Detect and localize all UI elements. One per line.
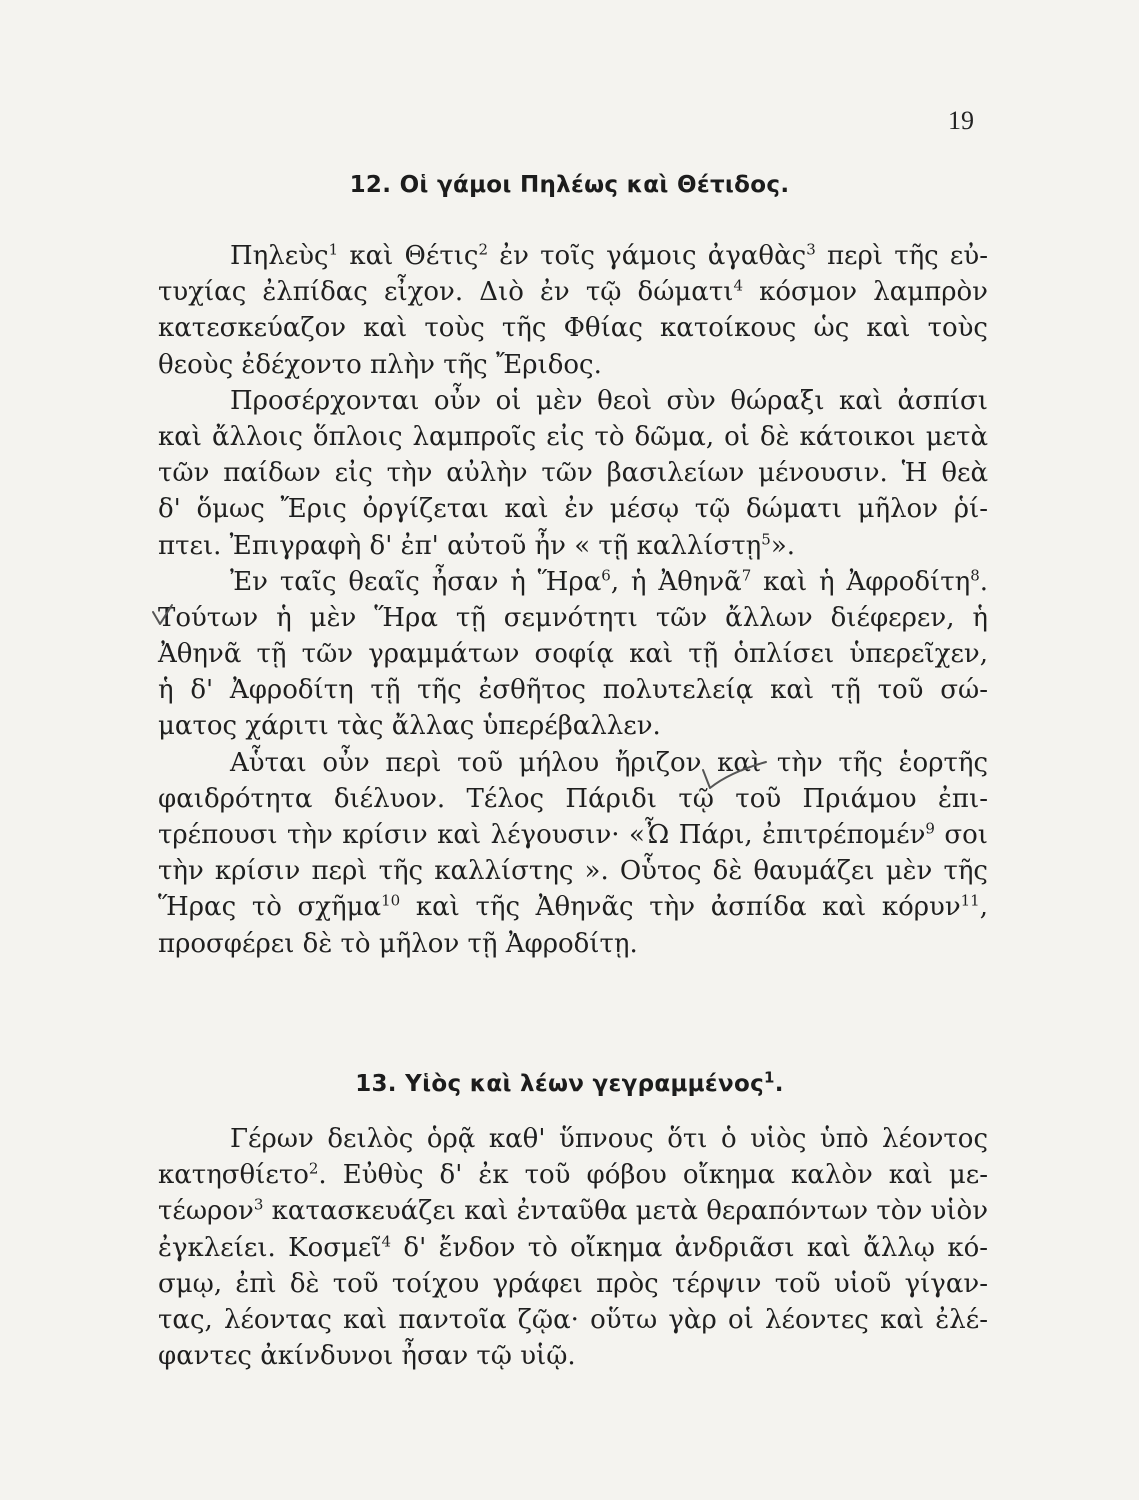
text-line: Τούτων ἡ μὲν Ἥρα τῇ σεμνότητι τῶν ἄλλων διέφερεν, ἡ: [158, 602, 988, 633]
footnote-ref: 1: [764, 1068, 775, 1087]
text-line: τέωρον$^3$ κατασκευάζει καὶ ἐνταῦθα μετὰ θεραπόντων τὸν υἱὸν: [158, 1195, 988, 1227]
text-line: καὶ ἄλλοις ὅπλοις λαμπροῖς εἰς τὸ δῶμα, οἱ δὲ κάτοικοι μετὰ: [158, 421, 988, 452]
checkmark-icon: [150, 602, 176, 628]
footnote-ref: 9: [925, 819, 935, 838]
text-line: τυχίας ἐλπίδας εἶχον. Διὸ ἐν τῷ δώματι$^4$ κόσμον λαμπρὸν: [158, 276, 988, 308]
text-line: τρέπουσι τὴν κρίσιν καὶ λέγουσιν· «Ὦ Πάρι, ἐπιτρέπομέν$^9$ σοι: [158, 819, 988, 850]
footnote-ref: 10: [381, 891, 401, 910]
footnote-ref: 8: [970, 566, 980, 585]
footnote-ref: 3: [253, 1195, 264, 1214]
footnote-ref: 5: [761, 529, 771, 548]
text-line: φαιδρότητα διέλυον. Τέλος Πάριδι τῷ τοῦ Πριάμου ἐπι-: [158, 783, 988, 814]
text-line: θεοὺς ἐδέχοντο πλὴν τῆς Ἔριδος.: [158, 349, 602, 380]
footnote-ref: 7: [741, 566, 752, 585]
footnote-ref: 1: [328, 240, 339, 259]
text-line: σμῳ, ἐπὶ δὲ τοῦ τοίχου γράφει πρὸς τέρψιν τοῦ υἱοῦ γίγαν-: [158, 1268, 988, 1299]
checkmark-icon: [700, 758, 770, 794]
section-12-title: 12. Οἱ γάμοι Πηλέως καὶ Θέτιδος.: [349, 172, 790, 198]
footnote-ref: 11: [960, 891, 980, 910]
text-line: πτει. Ἐπιγραφὴ δ' ἐπ' αὐτοῦ ἦν « τῇ καλλίστῃ$^5$».: [158, 529, 795, 561]
text-line: δ' ὅμως Ἔρις ὀργίζεται καὶ ἐν μέσῳ τῷ δώματι μῆλον ῥί-: [158, 494, 988, 525]
text-line: τὴν κρίσιν περὶ τῆς καλλίστης ». Οὗτος δὲ θαυμάζει μὲν τῆς: [158, 856, 988, 887]
text-line: Πηλεὺς$^1$ καὶ Θέτις$^2$ ἐν τοῖς γάμοις ἀγαθὰς$^3$ περὶ τῆς εὐ-: [230, 240, 988, 271]
text-line: ματος χάριτι τὰς ἄλλας ὑπερέβαλλεν.: [158, 711, 661, 742]
footnote-ref: 2: [308, 1159, 319, 1178]
section-12-text: [158, 238, 988, 962]
text-line: Αὗται οὖν περὶ τοῦ μήλου ἤριζον καὶ τὴν τῆς ἑορτῆς: [230, 747, 988, 778]
text-line: Ἥρας τὸ σχῆμα$^{10}$ καὶ τῆς Ἀθηνᾶς τὴν ἀσπίδα καὶ κόρυν$^{11}$,: [158, 891, 988, 923]
text-line: Προσέρχονται οὖν οἱ μὲν θεοὶ σὺν θώραξι καὶ ἀσπίσι: [230, 385, 988, 416]
text-line: προσφέρει δὲ τὸ μῆλον τῇ Ἀφροδίτῃ.: [158, 928, 638, 959]
footnote-ref: 4: [733, 276, 743, 295]
text-line: Γέρων δειλὸς ὁρᾷ καθ' ὕπνους ὅτι ὁ υἱὸς ὑπὸ λέοντος: [230, 1124, 988, 1154]
text-line: Ἀθηνᾶ τῇ τῶν γραμμάτων σοφίᾳ καὶ τῇ ὁπλίσει ὑπερεῖχεν,: [158, 639, 988, 670]
section-13-text: [158, 1121, 988, 1374]
footnote-ref: 3: [806, 240, 816, 259]
text-line: τῶν παίδων εἰς τὴν αὐλὴν τῶν βασιλείων μένουσιν. Ἡ θεὰ: [158, 458, 988, 489]
section-13-title: 13. Υἱὸς καὶ λέων γεγραμμένος$^1$.: [355, 1068, 784, 1097]
text-line: ἡ δ' Ἀφροδίτη τῇ τῆς ἐσθῆτος πολυτελείᾳ καὶ τῇ τοῦ σώ-: [158, 675, 988, 706]
text-line: τας, λέοντας καὶ παντοῖα ζῷα· οὕτω γὰρ οἱ λέοντες καὶ ἐλέ-: [158, 1304, 988, 1335]
page-number: 19: [948, 106, 974, 135]
footnote-ref: 6: [601, 566, 611, 585]
text-line: Ἐν ταῖς θεαῖς ἦσαν ἡ Ἥρα$^6$, ἡ Ἀθηνᾶ$^7$ καὶ ἡ Ἀφροδίτη$^8$.: [230, 566, 988, 597]
text-line: φαντες ἀκίνδυνοι ἦσαν τῷ υἱῷ.: [158, 1341, 576, 1372]
text-line: ἐγκλείει. Κοσμεῖ$^4$ δ' ἔνδον τὸ οἴκημα ἀνδριᾶσι καὶ ἄλλῳ κό-: [158, 1231, 989, 1263]
footnote-ref: 2: [478, 240, 489, 259]
text-line: κατησθίετο$^2$. Εὐθὺς δ' ἐκ τοῦ φόβου οἴκημα καλὸν καὶ με-: [158, 1159, 988, 1191]
text-line: κατεσκεύαζον καὶ τοὺς τῆς Φθίας κατοίκους ὡς καὶ τοὺς: [158, 313, 988, 344]
footnote-ref: 4: [381, 1231, 392, 1250]
